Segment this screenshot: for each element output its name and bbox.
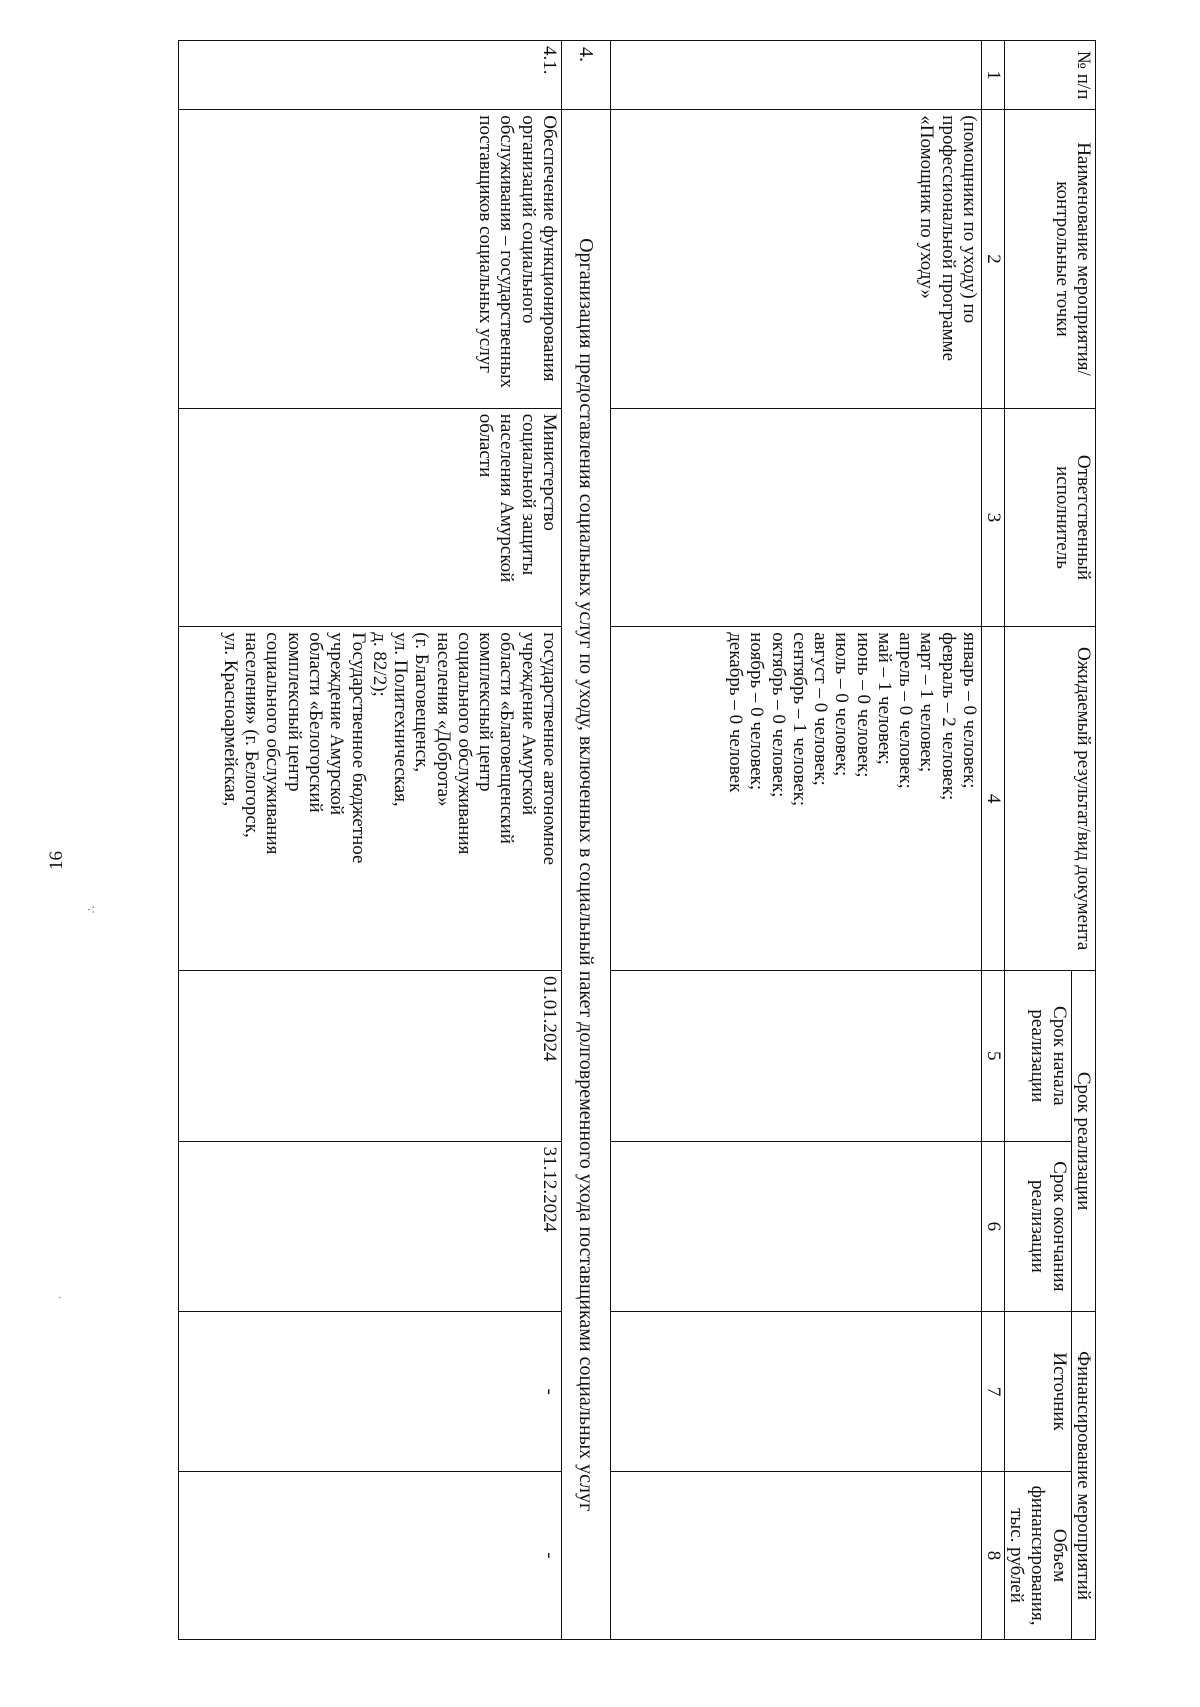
header-start: Срок начала реализации [1004, 971, 1071, 1142]
column-number: 3 [981, 408, 1004, 627]
cell-result [610, 627, 981, 971]
cell-name: Обеспечение функционирования организаций социального обслуживания – государственных поставщиков социальных услуг [178, 110, 561, 408]
section-row-4 [561, 41, 610, 1640]
result-line: области «Белогорский [305, 632, 327, 813]
result-line: учреждение Амурской [517, 632, 539, 816]
header-executor: Ответственный исполнитель [1004, 408, 1095, 627]
result-line: январь – 0 человек; [958, 632, 980, 789]
header-source: Источник [1004, 1312, 1071, 1472]
result-line: населения «Доброта» [432, 632, 454, 807]
cell-end [610, 1141, 981, 1312]
result-line: апрель – 0 человек; [895, 632, 917, 789]
cell-source [610, 1312, 981, 1472]
scan-speck: · [52, 1295, 67, 1300]
cell-result [178, 627, 561, 971]
result-line: области «Благовещенский [496, 632, 518, 844]
header-end: Срок окончания реализации [1004, 1141, 1071, 1312]
result-line: февраль – 2 человек; [937, 632, 959, 801]
cell-name: (помощники по уходу) по профессиональной программе «Помощник по уходу» [610, 110, 981, 408]
result-line: социального обслуживания [262, 632, 284, 855]
column-number: 5 [981, 971, 1004, 1142]
result-line: ул. Красноармейская, [219, 632, 241, 807]
section-title: Организация предоставления социальных услуг по уходу, включенных в социальный пакет долговременного ухода поставщиками социальных услуг [561, 110, 610, 1640]
cell-volume [610, 1472, 981, 1640]
result-line: ул. Политехническая, [390, 632, 412, 807]
activity-table [178, 40, 1096, 1640]
section-num: 4. [561, 41, 610, 110]
cell-start [610, 971, 981, 1142]
column-number: 4 [981, 627, 1004, 971]
header-volume: Объем финансирования, тыс. рублей [1004, 1472, 1071, 1640]
result-line: учреждение Амурской [326, 632, 348, 816]
cell-volume: - [178, 1472, 561, 1640]
cell-source: - [178, 1312, 561, 1472]
result-line: комплексный центр [475, 632, 497, 792]
result-line: д. 82/2); [368, 632, 390, 697]
column-number: 2 [981, 110, 1004, 408]
rotated-table-container [96, 40, 1096, 1640]
column-number: 8 [981, 1472, 1004, 1640]
cell-end: 31.12.2024 [178, 1141, 561, 1312]
cell-executor: Министерство социальной защиты населения Амурской области [178, 408, 561, 627]
column-number-row [981, 41, 1004, 1640]
result-line: июнь – 0 человек; [852, 632, 874, 778]
result-line: населения» (г. Белогорск, [241, 632, 263, 838]
page-number: 16 [46, 851, 67, 870]
result-line: июль – 0 человек; [831, 632, 853, 777]
header-name: Наименование мероприятия/ контрольные точки [1004, 110, 1095, 408]
table-row-4-1 [178, 41, 561, 1640]
cell-num: 4.1. [178, 41, 561, 110]
cell-executor [610, 408, 981, 627]
header-result: Ожидаемый результат/вид документа [1004, 627, 1095, 971]
result-line: октябрь – 0 человек; [767, 632, 789, 798]
result-line: май – 1 человек; [873, 632, 895, 765]
result-line: март – 1 человек; [916, 632, 938, 773]
result-line: Государственное бюджетное [347, 632, 369, 864]
result-line: (г. Благовещенск, [411, 632, 433, 773]
result-line: ноябрь – 0 человек; [746, 632, 768, 791]
result-line: август – 0 человек; [810, 632, 832, 786]
result-line: комплексный центр [283, 632, 305, 792]
cell-start: 01.01.2024 [178, 971, 561, 1142]
table-row-continued [610, 41, 981, 1640]
result-line: социального обслуживания [453, 632, 475, 855]
column-number: 7 [981, 1312, 1004, 1472]
column-number: 1 [981, 41, 1004, 110]
header-period-group: Срок реализации [1071, 971, 1095, 1312]
result-line: государственное автономное [538, 632, 560, 866]
header-row [1071, 41, 1095, 1640]
header-funding-group: Финансирование мероприятий [1071, 1312, 1095, 1640]
result-line: декабрь – 0 человек [725, 632, 747, 793]
header-num: № п/п [1004, 41, 1095, 110]
column-number: 6 [981, 1141, 1004, 1312]
result-line: сентябрь – 1 человек; [788, 632, 810, 807]
scan-speck: ∴ [84, 905, 99, 914]
cell-num [610, 41, 981, 110]
